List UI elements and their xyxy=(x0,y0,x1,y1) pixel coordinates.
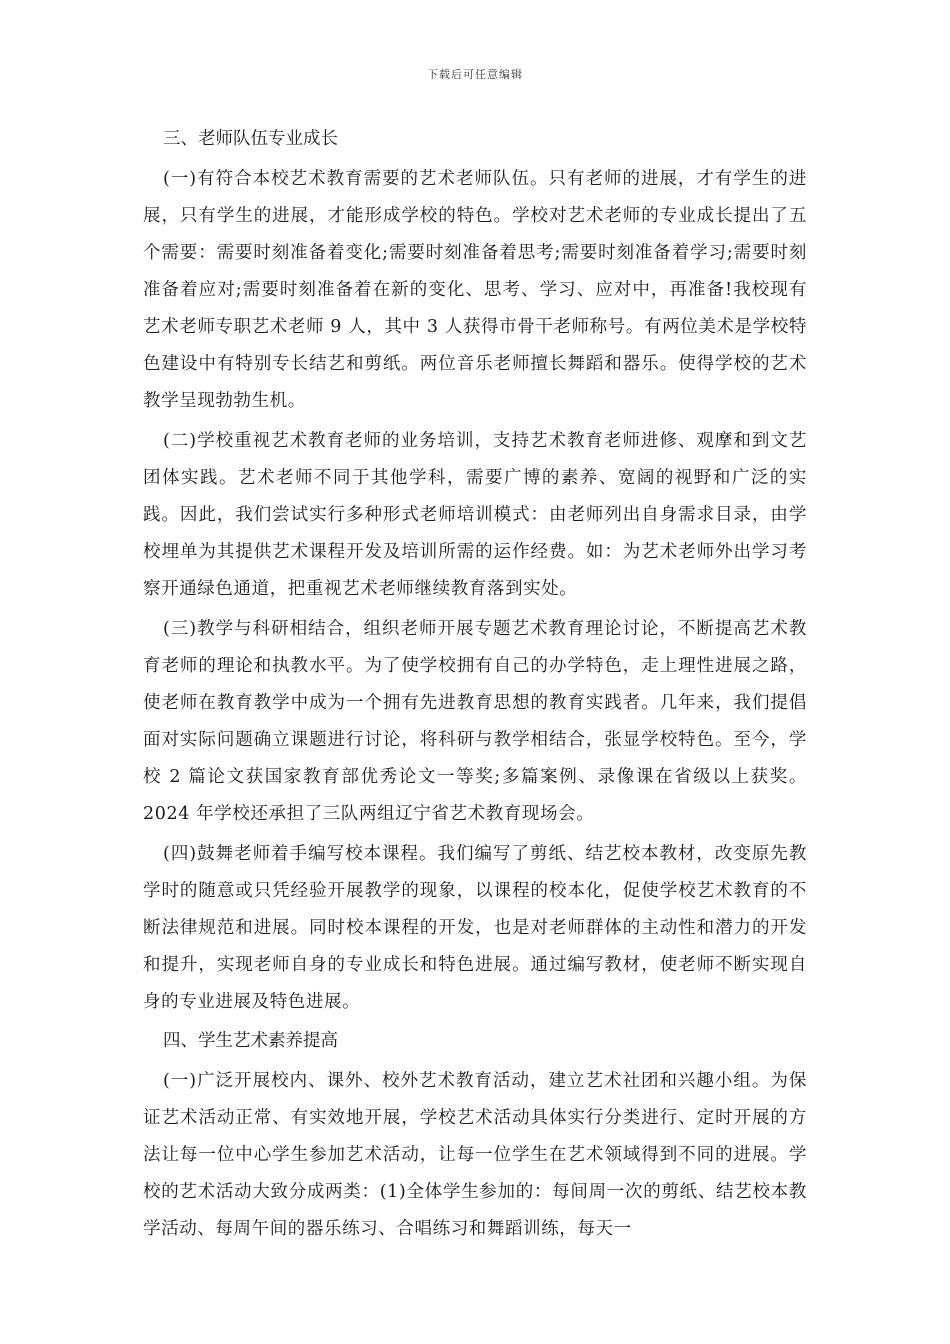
section-heading: 三、老师队伍专业成长 xyxy=(163,129,338,149)
document-body xyxy=(143,122,807,1251)
paragraph: (三)教学与科研相结合，组织老师开展专题艺术教育理论讨论，不断提高艺术教育老师的理论和执教水平。为了使学校拥有自己的办学特色，走上理性进展之路，使老师在教育教学中成为一个拥有先进教育思想的教育实践者。几年来，我们提倡面对实际问题确立课题进行讨论，将科研与教学相结合，张显学校特色。至今，学校 2 篇论文获国家教育部优秀论文一等奖;多篇案例、录像课在省级以上获奖。2024 年学校还承担了三队两组辽宁省艺术教育现场会。 xyxy=(143,619,807,824)
section-heading: 四、学生艺术素养提高 xyxy=(163,1031,338,1051)
paragraph: (一)有符合本校艺术教育需要的艺术老师队伍。只有老师的进展，才有学生的进展，只有学生的进展，才能形成学校的特色。学校对艺术老师的专业成长提出了五个需要：需要时刻准备着变化;需要时刻准备着思考;需要时刻准备着学习;需要时刻准备着应对;需要时刻准备着在新的变化、思考、学习、应对中，再准备!我校现有艺术老师专职艺术老师 9 人，其中 3 人获得市骨干老师称号。有两位美术是学校特色建设中有特别专长结艺和剪纸。两位音乐老师擅长舞蹈和器乐。使得学校的艺术教学呈现勃勃生机。 xyxy=(143,169,807,411)
paragraph: (二)学校重视艺术教育老师的业务培训，支持艺术教育老师进修、观摩和到文艺团体实践。艺术老师不同于其他学科，需要广博的素养、宽阔的视野和广泛的实践。因此，我们尝试实行多种形式老师培训模式：由老师列出自身需求目录，由学校埋单为其提供艺术课程开发及培训所需的运作经费。如：为艺术老师外出学习考察开通绿色通道，把重视艺术老师继续教育落到实处。 xyxy=(143,431,807,599)
page-header: 下载后可任意编辑 xyxy=(427,68,523,81)
paragraph: (一)广泛开展校内、课外、校外艺术教育活动，建立艺术社团和兴趣小组。为保证艺术活动正常、有实效地开展，学校艺术活动具体实行分类进行、定时开展的方法让每一位中心学生参加艺术活动，让每一位学生在艺术领域得到不同的进展。学校的艺术活动大致分成两类：(1)全体学生参加的：每间周一次的剪纸、结艺校本教学活动、每周午间的器乐练习、合唱练习和舞蹈训练，每天一 xyxy=(143,1071,807,1239)
paragraph: (四)鼓舞老师着手编写校本课程。我们编写了剪纸、结艺校本教材，改变原先教学时的随意或只凭经验开展教学的现象，以课程的校本化，促使学校艺术教育的不断法律规范和进展。同时校本课程的开发，也是对老师群体的主动性和潜力的开发和提升，实现老师自身的专业成长和特色进展。通过编写教材，使老师不断实现自身的专业进展及特色进展。 xyxy=(143,844,807,1012)
